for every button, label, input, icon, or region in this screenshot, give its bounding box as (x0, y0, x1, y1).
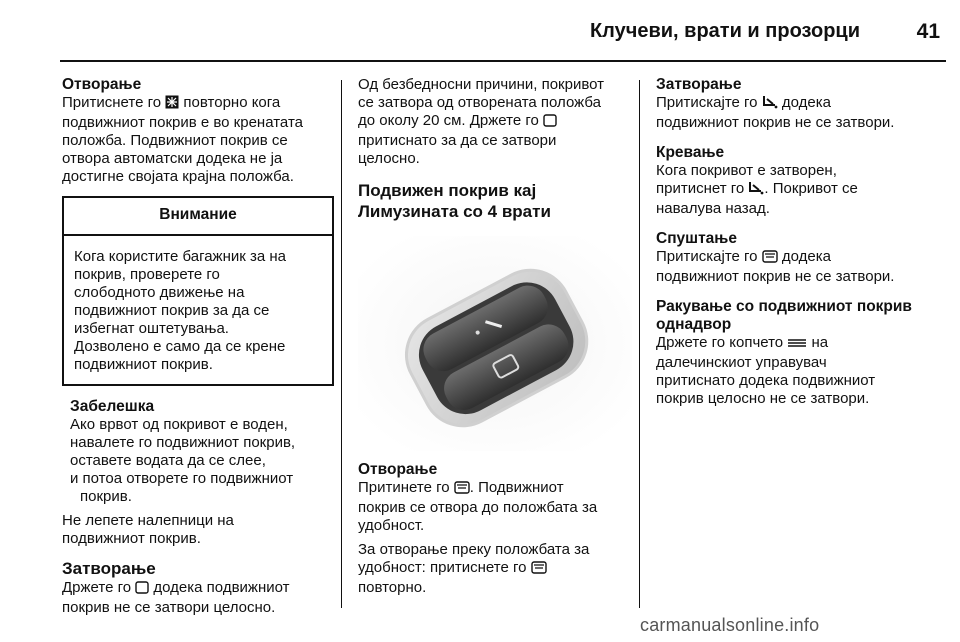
text-span: Притинете го (358, 479, 454, 496)
text-span: . Подвижниот (469, 479, 564, 496)
text-span: Притискајте го (656, 94, 762, 111)
sunroof-tilt-icon (748, 181, 764, 200)
text-span: подвижниот покрив не се затвори. (656, 114, 895, 131)
text-span: положба. Подвижниот покрив се (62, 132, 288, 149)
closing-heading: Затворање (62, 559, 156, 578)
text-span: удобност. (358, 517, 425, 534)
text-span: се затвора од отворената положба (358, 94, 601, 111)
text-span: притиснато додека подвижниот (656, 372, 876, 389)
text-span: Од безбедносни причини, покривот (358, 76, 605, 93)
warning-box (62, 196, 334, 386)
sunroof-tilt-icon (762, 95, 778, 114)
warning-line: Кога користите багажник за на (74, 248, 286, 265)
opening-heading: Отворање (62, 76, 142, 93)
text-span: . Покривот се (764, 180, 858, 197)
text-span: покрив не се затвори целосно. (62, 599, 276, 616)
sunroof-open-icon (454, 481, 470, 499)
text-span: однадвор (656, 316, 732, 333)
text-span: притиснато за да се затвори (358, 132, 557, 149)
limo-opening-heading: Отворање (358, 461, 438, 478)
safety-text (358, 76, 630, 168)
warning-line: подвижниот покрив. (74, 356, 213, 373)
text-span: подвижниот покрив не се затвори. (656, 268, 895, 285)
text-span: удобност: притиснете го (358, 559, 531, 576)
note-line: Ако врвот од покривот е воден, (70, 416, 288, 433)
text-span: целосно. (358, 150, 420, 167)
column-3 (656, 76, 928, 408)
outside-operation-text (656, 334, 928, 408)
note-line: навалете го подвижниот покрив, (70, 434, 296, 451)
column-2 (358, 76, 630, 597)
text-span: Притиснете го (62, 94, 166, 111)
warning-line: слободното движење на (74, 284, 245, 301)
sunroof-open-icon (762, 250, 778, 268)
note-line: и потоа отворете го подвижниот (70, 470, 294, 487)
sunroof-close-icon (543, 114, 557, 132)
limousine-heading (358, 180, 630, 222)
tilt-text (656, 162, 928, 218)
text-span: на (807, 334, 829, 351)
warning-line: подвижниот покрив за да се (74, 302, 270, 319)
text-span: Лимузината со 4 врати (358, 202, 551, 221)
warning-line: покрив, проверете го (74, 266, 220, 283)
sticker-warning-line: подвижниот покрив. (62, 530, 201, 547)
text-span: далечинскиот управувач (656, 354, 827, 371)
limo-closing-heading: Затворање (656, 76, 742, 93)
page-number: 41 (916, 20, 940, 43)
remote-lock-button-icon (787, 336, 807, 354)
page-header-title: Клучеви, врати и прозорци (589, 20, 860, 42)
warning-body (64, 236, 332, 384)
outside-operation-heading (656, 298, 928, 334)
tilt-heading: Кревање (656, 144, 725, 161)
text-span: додека (777, 248, 831, 265)
note-line: покрив. (80, 488, 132, 505)
warning-line: Дозволено е само да се крене (74, 338, 286, 355)
beyond-comfort-text (358, 541, 630, 597)
text-span: За отворање преку положбата за (358, 541, 590, 558)
text-span: Ракување со подвижниот покрив (656, 298, 912, 315)
note-heading: Забелешка (70, 398, 155, 415)
text-span: Подвижен покрив кај (358, 181, 537, 200)
text-span: подвижниот покрив е во кренатата (62, 114, 303, 131)
text-span: Кога покривот е затворен, (656, 162, 837, 179)
sticker-warning-line: Не лепете налепници на (62, 512, 234, 529)
text-span: додека (777, 94, 831, 111)
warning-title: Внимание (64, 198, 332, 236)
note-block (62, 398, 334, 506)
text-span: повторно. (358, 579, 427, 596)
text-span: достигне својата крајна положба. (62, 168, 294, 185)
opening-text (62, 94, 334, 186)
warning-line: избегнат оштетувања. (74, 320, 229, 337)
text-span: Држете го копчето (656, 334, 788, 351)
closing-text (62, 579, 334, 617)
text-span: навалува назад. (656, 200, 770, 217)
sunroof-open-icon (165, 95, 179, 114)
text-span: отвора автоматски додека не ја (62, 150, 283, 167)
text-span: до околу 20 см. Држете го (358, 112, 544, 129)
text-span: покрив целосно не се затвори. (656, 390, 870, 407)
lowering-heading: Спуштање (656, 230, 737, 247)
text-span: Притискајте го (656, 248, 762, 265)
sunroof-switch-photo (358, 236, 632, 451)
note-line: оставете водата да се слее, (70, 452, 266, 469)
lowering-text (656, 248, 928, 286)
sunroof-open-icon (531, 561, 547, 579)
text-span: Држете го (62, 579, 136, 596)
watermark: carmanualsonline.info (640, 615, 820, 635)
text-span: притиснет го (656, 180, 749, 197)
text-span: повторно кога (179, 94, 281, 111)
column-divider-1 (341, 80, 342, 608)
limo-closing-text (656, 94, 928, 132)
sunroof-close-icon (135, 581, 149, 599)
limo-opening-text (358, 479, 630, 535)
header-rule (60, 60, 946, 62)
column-divider-2 (639, 80, 640, 608)
column-1 (62, 76, 334, 617)
text-span: додека подвижниот (149, 579, 290, 596)
text-span: покрив се отвора до положбата за (358, 499, 598, 516)
